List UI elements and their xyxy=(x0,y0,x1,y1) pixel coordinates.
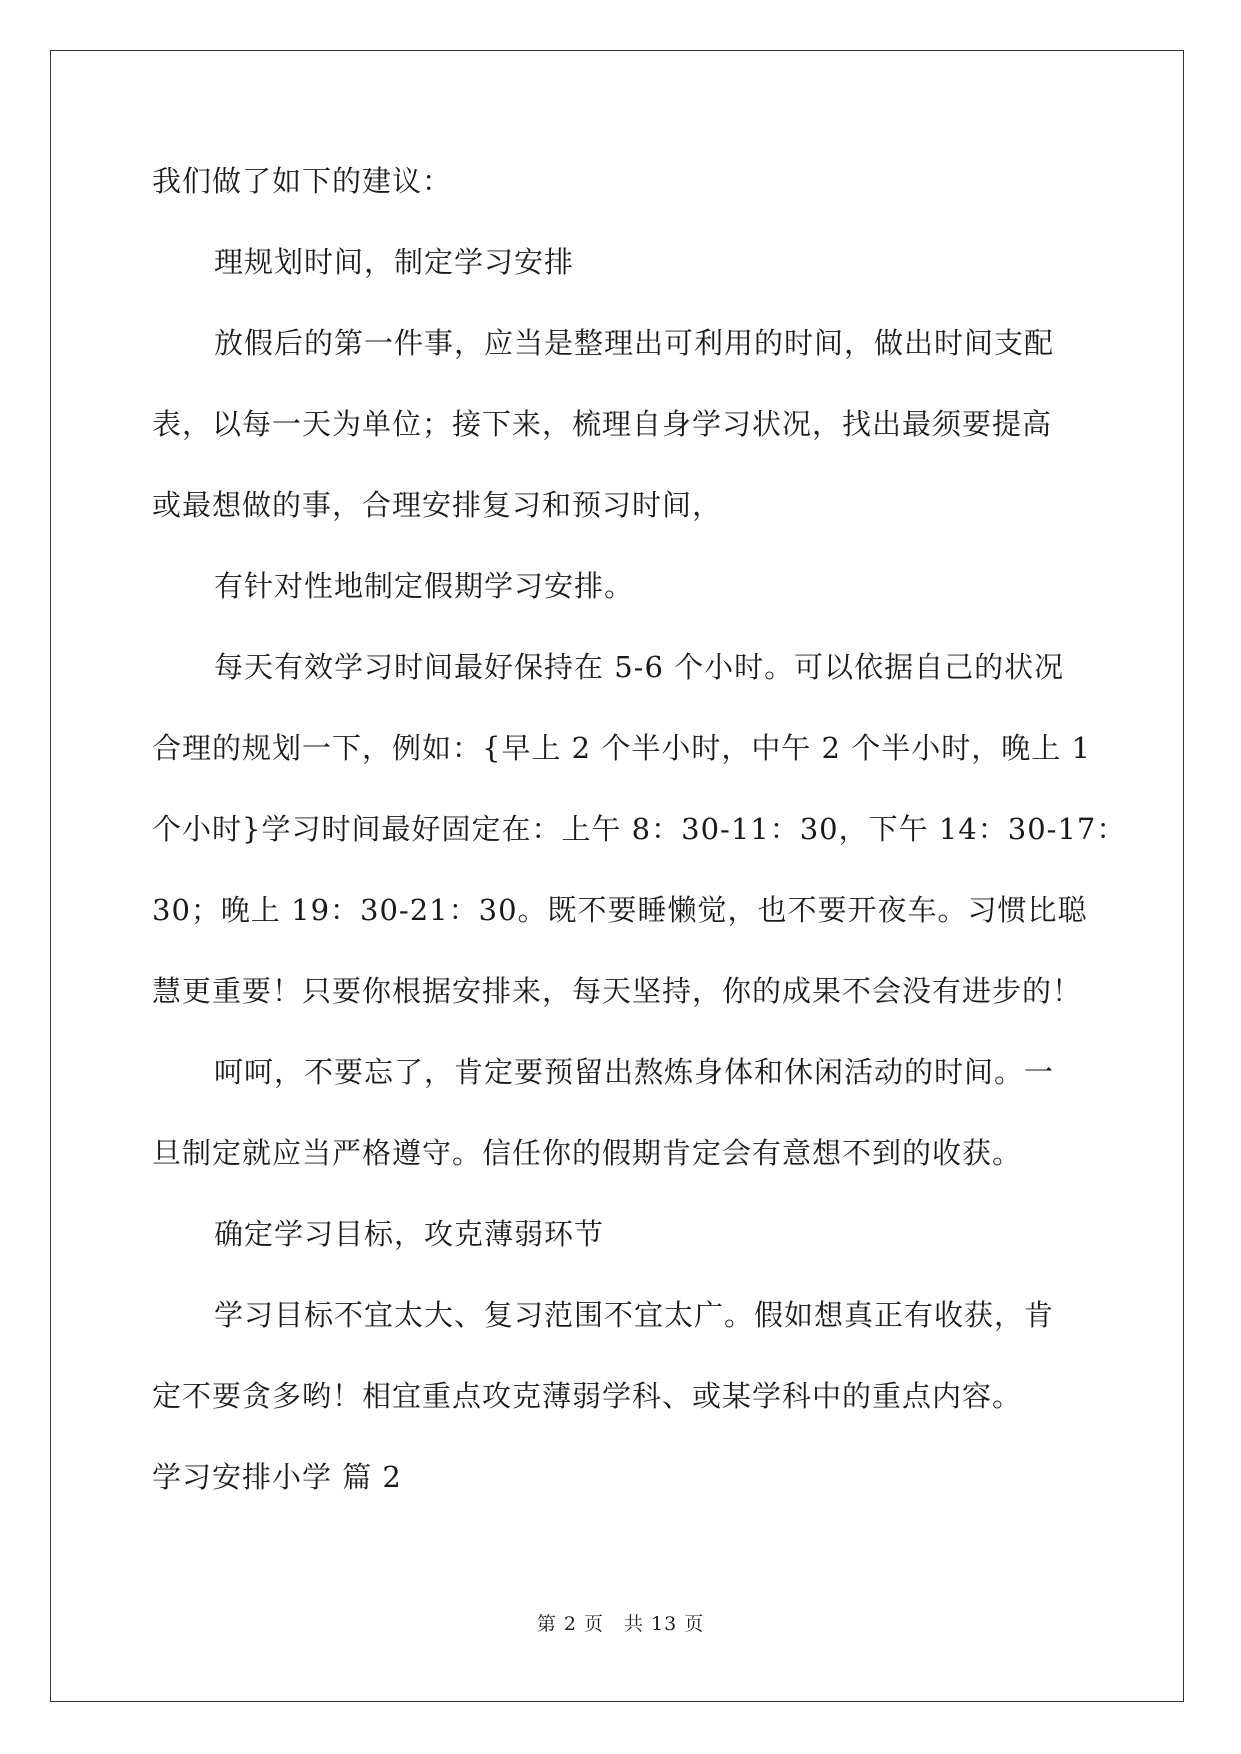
section-heading: 确定学习目标，攻克薄弱环节 xyxy=(214,1217,605,1251)
text-line: 学习目标不宜太大、复习范围不宜太广。假如想真正有收获，肯 xyxy=(214,1298,1055,1332)
text-line: 呵呵，不要忘了，肯定要预留出熬炼身体和休闲活动的时间。一 xyxy=(214,1055,1055,1089)
text-line: 定不要贪多哟！相宜重点攻克薄弱学科、或某学科中的重点内容。 xyxy=(152,1379,1023,1413)
section-heading: 理规划时间，制定学习安排 xyxy=(214,245,575,279)
text-line: 有针对性地制定假期学习安排。 xyxy=(214,569,635,603)
article-title: 学习安排小学 篇 2 xyxy=(152,1460,402,1494)
text-line: 旦制定就应当严格遵守。信任你的假期肯定会有意想不到的收获。 xyxy=(152,1136,1023,1170)
text-line: 每天有效学习时间最好保持在 5-6 个小时。可以依据自己的状况 xyxy=(214,650,1065,684)
page-number-footer: 第 2 页 共 13 页 xyxy=(536,1613,705,1635)
text-line: 慧更重要！只要你根据安排来，每天坚持，你的成果不会没有进步的！ xyxy=(152,974,1083,1008)
document-body xyxy=(152,162,1127,1496)
text-line: 或最想做的事，合理安排复习和预习时间， xyxy=(152,488,723,522)
text-line: 放假后的第一件事，应当是整理出可利用的时间，做出时间支配 xyxy=(214,326,1055,360)
text-line: 表，以每一天为单位；接下来，梳理自身学习状况，找出最须要提高 xyxy=(152,407,1053,441)
text-line: 合理的规划一下，例如：{早上 2 个半小时，中午 2 个半小时，晚上 1 xyxy=(152,731,1091,765)
text-line: 个小时}学习时间最好固定在：上午 8：30-11：30，下午 14：30-17： xyxy=(152,812,1127,846)
text-line: 30；晚上 19：30-21：30。既不要睡懒觉，也不要开夜车。习惯比聪 xyxy=(152,893,1088,927)
text-line: 我们做了如下的建议： xyxy=(152,164,453,198)
